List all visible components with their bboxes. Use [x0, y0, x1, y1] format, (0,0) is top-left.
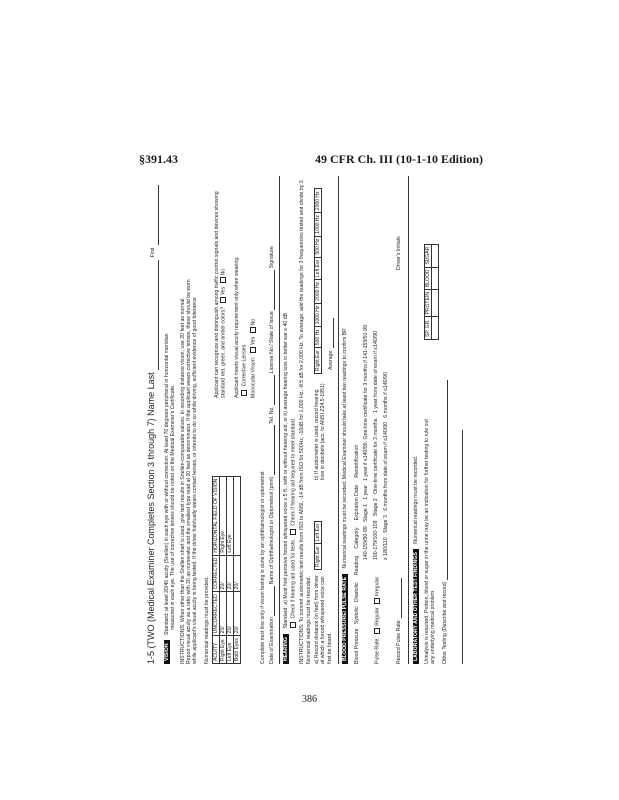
- stage-category: Stage 1: [363, 504, 369, 522]
- stage-reading: ≥ 180/110: [383, 537, 389, 560]
- section-rule: [408, 176, 409, 664]
- urine-header: SP. GR.: [425, 317, 432, 340]
- name-first-line: [153, 185, 159, 245]
- ophth-name-line[interactable]: [269, 425, 275, 475]
- stage-row: [383, 372, 389, 560]
- stage-recert: 1 year if ≤140/90. One-time certificate for 3 months if 141-159/91-99: [363, 324, 369, 481]
- corrective-lenses-checkbox[interactable]: [241, 390, 247, 396]
- hearing-standard: Standard: a) Must first perceive forced whispered voice ≥ 5 ft., with or without hearing aid, or b) average hearing loss in better ear ≤ 40 dB: [283, 312, 289, 629]
- record-pulse-label: Record Pulse Rate:: [396, 619, 402, 664]
- acuity-cell[interactable]: 20/: [234, 592, 241, 636]
- date-exam-label: Date of Examination: [269, 617, 275, 664]
- license-line[interactable]: [269, 270, 275, 310]
- corrective-lenses-row: [241, 345, 248, 398]
- urine-cell[interactable]: [432, 317, 439, 340]
- bp-label: Recertification: [354, 444, 360, 478]
- urine-header: PROTEIN: [425, 290, 432, 317]
- form-title-text: 1-5 (TWO (Medical Examiner Completes Section 3 through 7): [146, 418, 156, 664]
- pulse-label: Pulse Rate:: [374, 637, 381, 664]
- monocular-question-text: Applicant meets visual acuity requirement only when wearing:: [234, 256, 240, 398]
- acuity-cell[interactable]: 20/: [234, 555, 241, 592]
- examiner-line-row: [269, 176, 275, 664]
- stage-category: Stage 3: [383, 515, 389, 534]
- acuity-cell[interactable]: 20/: [227, 592, 234, 636]
- hearing-aid-used-label: Check if hearing aid used for tests.: [290, 538, 297, 619]
- corrective-lenses-label: Corrective Lenses: [241, 344, 248, 387]
- stage-row: [373, 331, 379, 560]
- no-label: No: [250, 318, 257, 326]
- acuity-cell[interactable]: Left Eye: [227, 476, 234, 555]
- lab-bar: LABORATORY AND OTHER TEST FINDINGS: [413, 549, 419, 664]
- bp-note: Numerical readings must be recorded. Medical Examiner should take at least two readings to confirm BP.: [342, 327, 348, 569]
- hearing-aid-required-label: Check if hearing aid required to meet standard.: [290, 417, 297, 526]
- pulse-irregular-checkbox[interactable]: [374, 598, 380, 604]
- license-label: License No./ State of Issue: [269, 311, 275, 374]
- pulse-row: [374, 577, 381, 664]
- hearing-aid-required-checkbox[interactable]: [290, 529, 296, 535]
- record-pulse-line[interactable]: [396, 578, 402, 618]
- medical-exam-form: [142, 170, 482, 670]
- whisper-table: [314, 521, 322, 570]
- other-testing-label: Other Testing (Describe and record): [442, 581, 448, 664]
- vision-instructions-1: INSTRUCTIONS: When other than the Snellen chart is used, give test results in Snellen-comparable values. In recording distance vision, use 20 feet as normal.: [180, 297, 186, 664]
- urine-header: BLOOD: [425, 267, 432, 290]
- acuity-cell[interactable]: 20/: [220, 592, 227, 636]
- hearing-numeric-note: Numerical readings must be recorded.: [306, 576, 312, 664]
- whisper-left-ear[interactable]: Left Ear: [315, 521, 322, 544]
- yes-label: Yes: [220, 286, 227, 296]
- acuity-header: UNCORRECTED: [213, 592, 220, 636]
- driver-initials-label: Driver's Initials: [396, 236, 402, 270]
- monocular-yes-checkbox[interactable]: [250, 347, 256, 353]
- stage-expiration: 6 months from date of exam if ≤140/90: [383, 422, 389, 511]
- lab-note: Numerical readings must be recorded.: [413, 455, 419, 544]
- vision-standard-2: measured in each eye. The use of corrective lenses should be noted on the Medical Examiner's Certificate.: [170, 384, 176, 630]
- color-question-text: Applicant can recognize and distinguish among traffic control signals and devices showing standard red, green, and amber colors?: [214, 191, 227, 398]
- urine-cell[interactable]: [432, 290, 439, 317]
- stage-row: [363, 325, 369, 560]
- bp-label: Reading: [354, 555, 360, 576]
- stage-reading: 140-159/90-99: [363, 526, 369, 560]
- name-last-line: [153, 260, 159, 370]
- freq-header: 1000 Hz: [315, 213, 322, 237]
- acuity-cell[interactable]: Right Eye: [220, 476, 227, 555]
- urine-cell[interactable]: [432, 244, 439, 267]
- vision-instructions-2: Report visual acuity as a ratio with 20 as numerator and the smallest type read at 20 feet as denominator. If the applicant wears corrective lenses, these should be worn: [186, 279, 192, 664]
- bottom-rule: [462, 430, 463, 664]
- lab-section-header: [413, 176, 419, 664]
- acuity-header: ACUITY: [213, 636, 220, 664]
- urine-cell[interactable]: [432, 267, 439, 290]
- section-rule: [279, 176, 280, 664]
- vision-bar: VISION: [164, 640, 170, 664]
- signature-label: Signature: [269, 246, 275, 269]
- hearing-instructions: INSTRUCTIONS: To convert audiometric test results from ISO to ANSI, -14 dB from ISO for 500Hz, -10dB for 1,000 Hz, -8.5 dB for 2,000 Hz. To average, add the readings for 3 frequencies tested and divide by 3.: [299, 178, 305, 664]
- color-question: [214, 176, 227, 398]
- hearing-bar: HEARING: [283, 634, 289, 664]
- vision-standard: Standard: at least 20/40 acuity (Snellen) in each eye with or without correction. At least 70 degrees peripheral in horizontal meridian: [164, 333, 170, 635]
- acuity-row: [220, 476, 227, 663]
- monocular-no-checkbox[interactable]: [250, 327, 256, 333]
- ophth-name-label: Name of Ophthalmologist or Optometrist (print): [269, 476, 275, 585]
- rotated-form-region: [142, 170, 482, 670]
- acuity-header: HORIZONTAL FIELD OF VISION: [213, 476, 220, 555]
- no-label: No: [220, 268, 227, 276]
- urinalysis-text: Urinalysis is required. Protein, blood or sugar in the urine may be an indication for further testing to rule out any underlying medical problem.: [424, 419, 437, 664]
- whisper-right-ear[interactable]: Right Ear: [315, 544, 322, 570]
- acuity-header-row: [213, 476, 220, 663]
- stage-expiration: One-time certificate for 3 months.: [373, 417, 379, 494]
- vision-numeric-note: Numerical readings must be provided.: [204, 576, 210, 664]
- freq-header: 1000 Hz: [315, 303, 322, 327]
- stage-recert: 6 months if ≤140/90: [383, 372, 389, 418]
- stage-expiration: 1 year: [363, 485, 369, 500]
- urinalysis-table: [424, 244, 439, 340]
- acuity-cell: Right Eye: [220, 636, 227, 664]
- section-rule: [338, 176, 339, 664]
- average-label: Average:: [328, 349, 334, 370]
- yes-label: Yes: [250, 336, 257, 346]
- bp-label: Expiration Date: [354, 484, 360, 521]
- date-exam-line[interactable]: [269, 586, 275, 616]
- freq-header: 2000 Hz: [315, 189, 322, 213]
- acuity-cell[interactable]: 20/: [220, 555, 227, 592]
- audio-right-ear: Right Ear: [315, 348, 322, 374]
- bp-section-header: [342, 176, 348, 664]
- name-first-label: First: [150, 247, 156, 258]
- acuity-table: [212, 476, 241, 664]
- tel-label: Tel. No.: [269, 406, 275, 424]
- stage-reading: 160-179/100-109: [373, 520, 379, 560]
- stage-category: Stage 2: [373, 498, 379, 517]
- other-testing-row: [442, 380, 448, 664]
- vision-instructions-3: while applicant's visual acuity is being tested. If the driver habitually wears contact lenses, or intends to do so while driving, sufficient evidence of good tolerance: [192, 297, 198, 664]
- running-head-left: §391.43: [139, 152, 178, 166]
- name-last-label: Name Last: [146, 372, 156, 416]
- audio-left-ear: Left Ear: [315, 257, 322, 280]
- bp-label: Category: [354, 527, 360, 549]
- running-head-right: 49 CFR Ch. III (10-1-10 Edition): [314, 152, 483, 166]
- bp-label: Diastolic: [354, 582, 360, 602]
- acuity-row: [227, 476, 234, 663]
- regular-label: Regular: [374, 607, 381, 626]
- freq-header: 500 Hz: [315, 327, 322, 348]
- acuity-header: CORRECTED: [213, 555, 220, 592]
- bp-bar: BLOOD PRESSURE/ PULSE RATE: [342, 574, 348, 664]
- color-no-checkbox[interactable]: [220, 278, 226, 284]
- acuity-cell: Both Eyes: [234, 636, 241, 664]
- record-pulse-row: [396, 578, 402, 664]
- acuity-cell[interactable]: 20/: [227, 555, 234, 592]
- other-testing-line[interactable]: [442, 380, 448, 580]
- acuity-cell[interactable]: [234, 476, 241, 555]
- tel-line[interactable]: [269, 375, 275, 405]
- monocular-question: [234, 256, 240, 398]
- hearing-section-header: [283, 176, 289, 664]
- referral-note: Complete next line only if vision testing is done by an ophthalmologist or optometrist: [260, 471, 266, 664]
- audiometric-label: b) If audiometer is used, record hearing loss in decibels (acc. to ANSI Z24.5-1951): [314, 383, 327, 480]
- bp-label: Systolic: [354, 606, 360, 625]
- color-yes-checkbox[interactable]: [220, 297, 226, 303]
- whisper-label: a) Record distance (in feet) from driver at which a forced whispered voice can first be heard.: [314, 575, 333, 664]
- urine-header: SUGAR: [425, 244, 432, 267]
- freq-header: 2000 Hz: [315, 280, 322, 304]
- acuity-row: [234, 476, 241, 663]
- irregular-label: Irregular: [374, 576, 381, 597]
- monocular-vision-row: [250, 319, 257, 398]
- average-row: [328, 318, 334, 370]
- average-line[interactable]: [328, 318, 334, 348]
- acuity-cell: Left Eye: [227, 636, 234, 664]
- hearing-checks: [290, 176, 297, 630]
- hearing-aid-used-checkbox[interactable]: [290, 622, 296, 628]
- page-number: 386: [302, 694, 317, 705]
- bp-label: Blood Pressure: [354, 628, 360, 664]
- form-title: [146, 176, 159, 664]
- pulse-regular-checkbox[interactable]: [374, 628, 380, 634]
- audiometric-table: [314, 188, 322, 374]
- monocular-label: Monocular Vision:: [250, 356, 257, 398]
- stage-recert: 1 year from date of exam if ≤140/90: [373, 331, 379, 413]
- bp-labels: [354, 445, 360, 664]
- freq-header: 500 Hz: [315, 236, 322, 257]
